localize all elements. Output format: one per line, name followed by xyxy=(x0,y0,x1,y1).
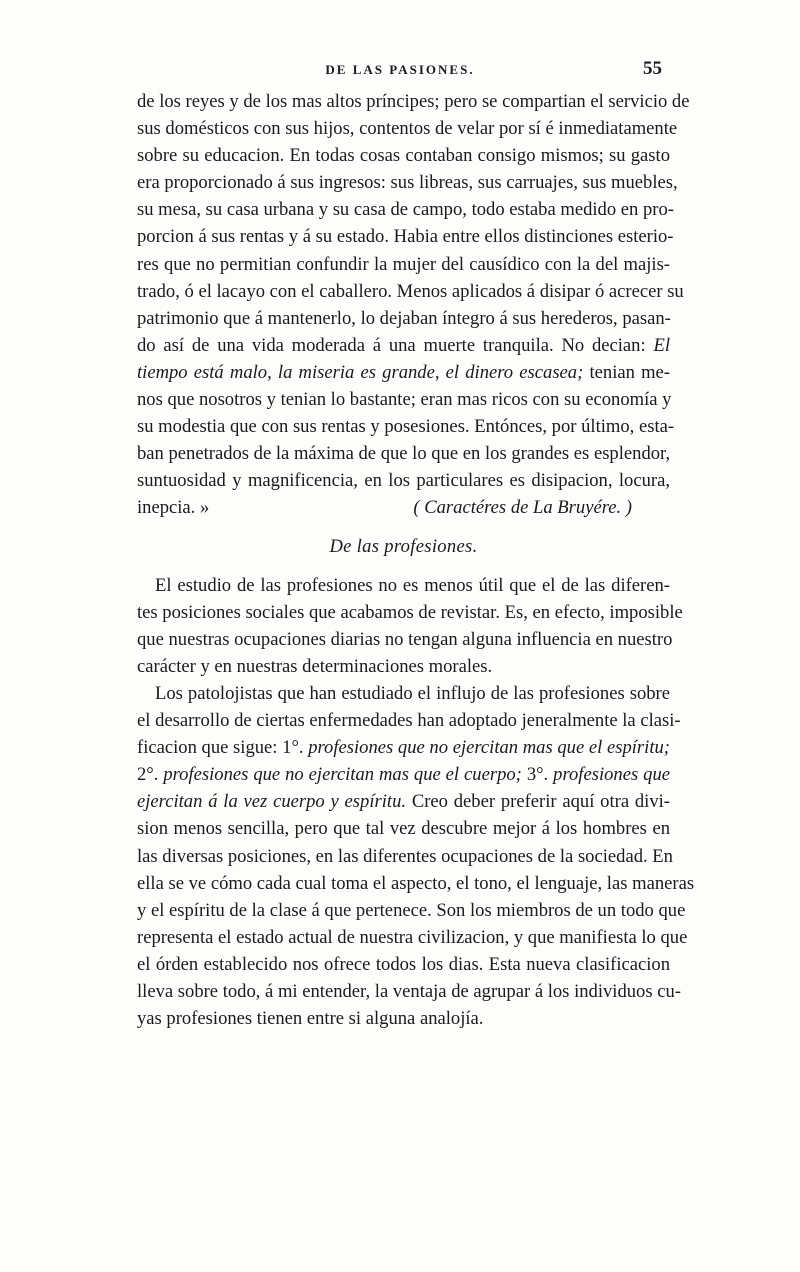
running-head: DE LAS PASIONES. xyxy=(325,62,475,77)
paragraph-continuation xyxy=(137,88,690,522)
text-line: ella se ve cómo cada cual toma el aspecto, el tono, el lenguaje, las maneras xyxy=(137,872,695,894)
text-line: res que no permitian confundir la mujer del causídico con la del majis- xyxy=(137,253,670,275)
text-line: Los patolojistas que han estudiado el influjo de las profesiones sobre xyxy=(155,682,670,704)
text-line: El estudio de las profesiones no es menos útil que el de las diferen- xyxy=(155,574,670,596)
text-run: inepcia. » xyxy=(137,497,210,519)
text-line: era proporcionado á sus ingresos: sus libreas, sus carruajes, sus muebles, xyxy=(137,172,678,194)
italic-run: profesiones que no ejercitan mas que el cuerpo; xyxy=(163,764,522,786)
italic-run: ejercitan á la vez cuerpo y espíritu. xyxy=(137,791,407,813)
text-line: patrimonio que á mantenerlo, lo dejaban íntegro á sus herederos, pasan- xyxy=(137,307,671,329)
italic-run: profesiones que no ejercitan mas que el espíritu; xyxy=(308,737,670,759)
text-run: Creo deber preferir aquí otra divi- xyxy=(411,791,670,813)
paragraph xyxy=(137,680,695,1032)
text-line: su mesa, su casa urbana y su casa de campo, todo estaba medido en pro- xyxy=(137,199,674,221)
body-text xyxy=(137,88,695,1032)
text-line: su modestia que con sus rentas y posesiones. Entónces, por último, esta- xyxy=(137,416,675,438)
text-line xyxy=(137,734,670,761)
text-line: representa el estado actual de nuestra civilizacion, y que manifiesta lo que xyxy=(137,926,688,948)
text-line: el órden establecido nos ofrece todos los dias. Esta nueva clasificacion xyxy=(137,953,670,975)
text-line xyxy=(137,359,670,386)
text-line: lleva sobre todo, á mi entender, la ventaja de agrupar á los individuos cu- xyxy=(137,981,681,1002)
text-line: el desarrollo de ciertas enfermedades han adoptado jeneralmente la clasi- xyxy=(137,710,681,732)
text-line: tes posiciones sociales que acabamos de revistar. Es, en efecto, imposible xyxy=(137,601,683,623)
text-run: 3°. xyxy=(526,764,549,786)
paragraph xyxy=(137,572,683,680)
text-run: do así de una vida moderada á una muerte tranquila. No decian: xyxy=(137,334,646,356)
text-line: yas profesiones tienen entre si alguna analojía. xyxy=(137,1008,484,1030)
text-line: porcion á sus rentas y á su estado. Habia entre ellos distinciones esterio- xyxy=(137,226,674,248)
italic-run: El xyxy=(653,334,670,356)
text-line: trado, ó el lacayo con el caballero. Menos aplicados á disipar ó acrecer su xyxy=(137,280,684,302)
text-line: sus domésticos con sus hijos, contentos de velar por sí é inmediatamente xyxy=(137,118,678,140)
section-heading: De las profesiones. xyxy=(329,535,478,557)
text-line: sion menos sencilla, pero que tal vez descubre mejor á los hombres en xyxy=(137,818,670,840)
text-line xyxy=(137,494,670,521)
text-line: nos que nosotros y tenian lo bastante; eran mas ricos con su economía y xyxy=(137,389,672,411)
text-line: las diversas posiciones, en las diferentes ocupaciones de la sociedad. En xyxy=(137,845,673,867)
italic-run: profesiones que xyxy=(553,764,671,786)
text-line xyxy=(137,761,670,788)
text-line: ban penetrados de la máxima de que lo que en los grandes es esplendor, xyxy=(137,443,671,465)
text-line: que nuestras ocupaciones diarias no tengan alguna influencia en nuestro xyxy=(137,628,673,650)
text-run: 2°. xyxy=(137,764,159,786)
page-header xyxy=(0,58,800,82)
text-run: tenian me- xyxy=(589,361,670,383)
text-line: suntuosidad y magnificencia, en los particulares es disipacion, locura, xyxy=(137,470,670,492)
text-line: y el espíritu de la clase á que pertenece. Son los miembros de un todo que xyxy=(137,899,686,921)
italic-quote: tiempo está malo, la miseria es grande, el dinero escasea; xyxy=(137,361,584,383)
text-line xyxy=(137,788,670,815)
page-number: 55 xyxy=(643,58,662,79)
text-run: ficacion que sigue: 1°. xyxy=(137,737,304,759)
text-line: sobre su educacion. En todas cosas contaban consigo mismos; su gasto xyxy=(137,145,670,167)
text-line: carácter y en nuestras determinaciones morales. xyxy=(137,655,493,677)
text-line xyxy=(137,332,670,359)
text-line: de los reyes y de los mas altos príncipes; pero se compartian el servicio de xyxy=(137,91,690,112)
quote-attribution: ( Caractéres de La Bruyére. ) xyxy=(413,497,632,519)
